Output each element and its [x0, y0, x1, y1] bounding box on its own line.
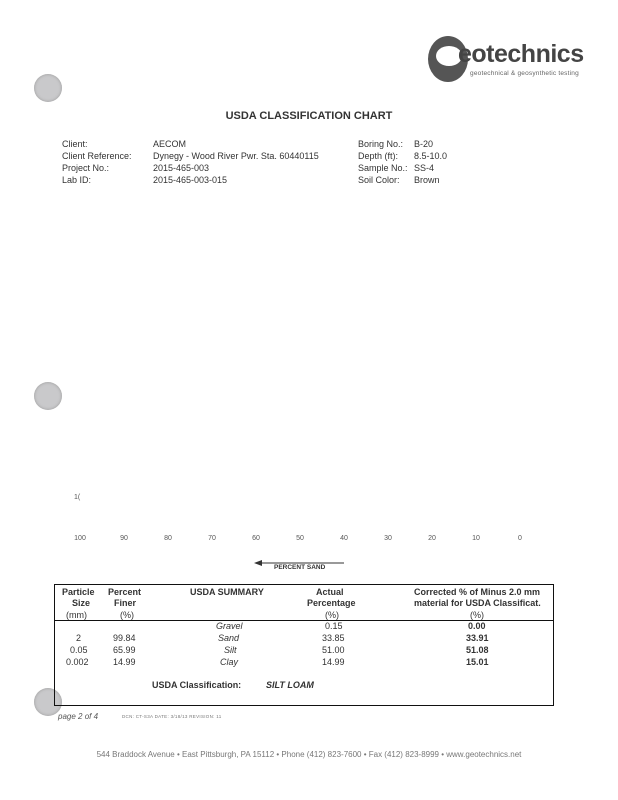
col-corrected-h3: (%) [470, 610, 484, 620]
col-particle-h2: Size [72, 598, 91, 608]
row-clay-finer: 14.99 [113, 657, 136, 667]
col-finer-h3: (%) [120, 610, 134, 620]
row-silt-actual: 51.00 [322, 645, 345, 655]
row-sand-actual: 33.85 [322, 633, 345, 643]
x-tick-label: 20 [428, 535, 436, 542]
x-tick-label: 60 [252, 535, 260, 542]
project-no-label: Project No.: [62, 163, 110, 173]
soil-color-label: Soil Color: [358, 175, 400, 185]
header-right-labels [358, 138, 408, 186]
header-right-values [414, 138, 447, 186]
row-gravel-name: Gravel [216, 621, 243, 631]
sample-no-label: Sample No.: [358, 163, 408, 173]
client-label: Client: [62, 139, 88, 149]
row-gravel-corrected: 0.00 [468, 621, 486, 631]
col-particle-h1: Particle [62, 587, 95, 597]
col-particle-h3: (mm) [66, 610, 87, 620]
boring-no-value: B-20 [414, 139, 434, 149]
page-number: page 2 of 4 [58, 712, 99, 721]
col-finer-h2: Finer [114, 598, 137, 608]
x-tick-label: 50 [296, 535, 304, 542]
x-tick-label: 100 [74, 535, 86, 542]
col-corrected-h1: Corrected % of Minus 2.0 mm [414, 587, 541, 597]
boring-no-label: Boring No.: [358, 139, 404, 149]
row-sand-finer: 99.84 [113, 633, 136, 643]
row-gravel-actual: 0.15 [325, 621, 343, 631]
punch-hole-top [34, 74, 62, 102]
chart-area [80, 240, 520, 520]
client-reference-label: Client Reference: [62, 151, 132, 161]
x-tick-label: 80 [164, 535, 172, 542]
col-actual-h2: Percentage [307, 598, 356, 608]
col-finer-h1: Percent [108, 587, 142, 597]
row-silt-name: Silt [224, 645, 237, 655]
project-no-value: 2015-465-003 [153, 163, 210, 173]
col-corrected-h2: material for USDA Classificat. [414, 598, 541, 608]
lab-id-label: Lab ID: [62, 175, 92, 185]
logo-tagline: geotechnical & geosynthetic testing [470, 70, 579, 77]
row-clay-size: 0.002 [66, 657, 89, 667]
usda-classification-label: USDA Classification: [152, 680, 242, 690]
x-tick-label: 40 [340, 535, 348, 542]
client-value: AECOM [153, 139, 187, 149]
x-tick-label: 30 [384, 535, 392, 542]
sample-no-value: SS-4 [414, 163, 435, 173]
usda-classification-value: SILT LOAM [266, 680, 314, 690]
row-sand-name: Sand [218, 633, 240, 643]
x-tick-label: 10 [472, 535, 480, 542]
col-usda-summary-h: USDA SUMMARY [190, 587, 264, 597]
row-clay-name: Clay [220, 657, 239, 667]
depth-value: 8.5-10.0 [414, 151, 448, 161]
row-sand-corrected: 33.91 [466, 633, 489, 643]
geotechnics-logo [428, 36, 588, 86]
header-left-labels [62, 138, 132, 186]
x-tick-label: 90 [120, 535, 128, 542]
soil-color-value: Brown [414, 175, 440, 185]
header-left-values [153, 138, 319, 186]
logo-text: eotechnics [458, 40, 584, 68]
col-actual-h3: (%) [325, 610, 339, 620]
x-tick-label: 70 [208, 535, 216, 542]
row-silt-finer: 65.99 [113, 645, 136, 655]
row-silt-size: 0.05 [70, 645, 88, 655]
chart-y-label: 1( [74, 494, 81, 501]
punch-hole-middle [34, 382, 62, 410]
row-clay-actual: 14.99 [322, 657, 345, 667]
lab-id-value: 2015-465-003-015 [153, 175, 228, 185]
depth-label: Depth (ft): [358, 151, 399, 161]
x-axis-label: PERCENT SAND [274, 564, 326, 571]
document-control-number: DCN: CT-S3A DATE: 3/18/13 REVISION: 11 [122, 714, 222, 719]
col-actual-h1: Actual [316, 587, 344, 597]
x-tick-label: 0 [518, 535, 522, 542]
row-sand-size: 2 [76, 633, 82, 643]
client-reference-value: Dynegy - Wood River Pwr. Sta. 60440115 [153, 151, 319, 161]
row-clay-corrected: 15.01 [466, 657, 489, 667]
row-silt-corrected: 51.08 [466, 645, 489, 655]
footer-address: 544 Braddock Avenue • East Pittsburgh, PA 15112 • Phone (412) 823-7600 • Fax (412) 823-8999 • www.geotechnics.net [96, 750, 522, 759]
page-title: USDA CLASSIFICATION CHART [225, 110, 393, 122]
